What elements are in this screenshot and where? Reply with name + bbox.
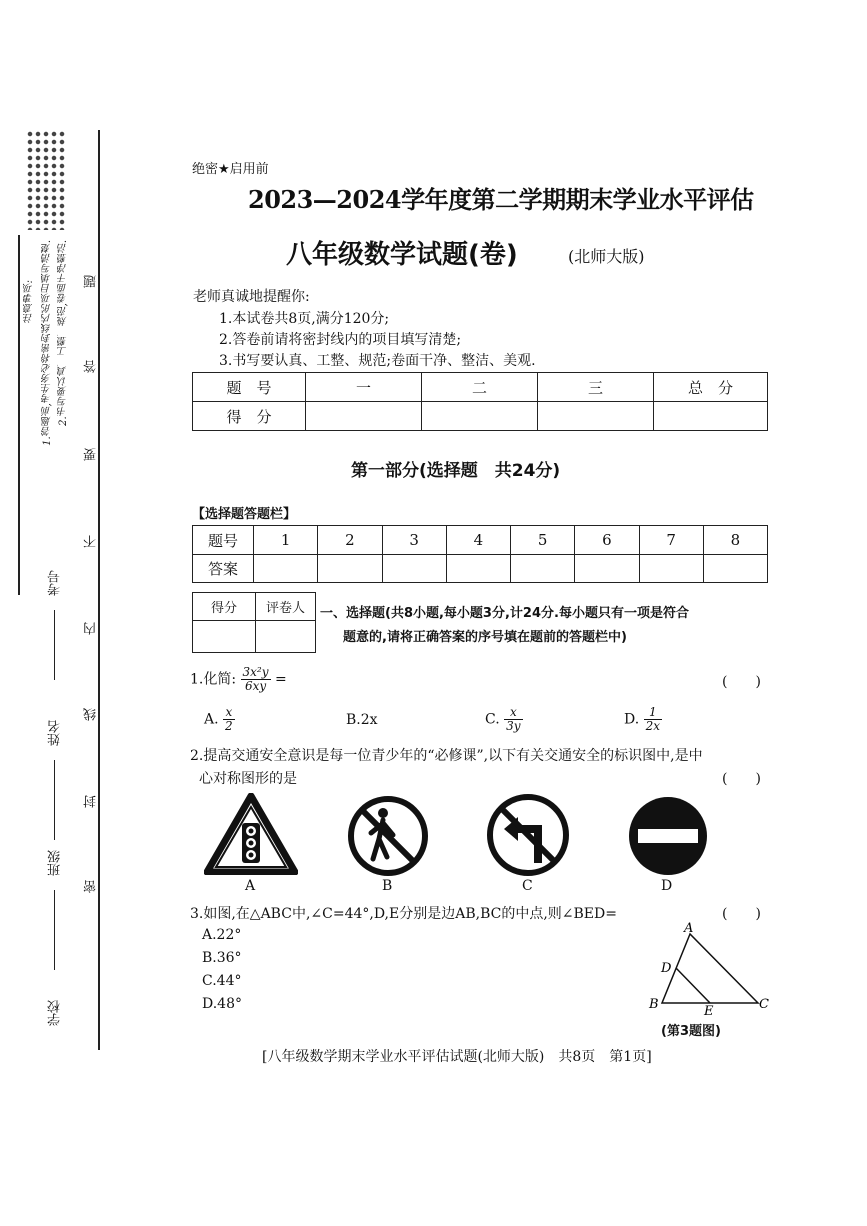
q1-equals: =	[274, 671, 287, 688]
grader-table	[192, 592, 316, 653]
answer-header-cell: 题号	[193, 526, 254, 555]
q2-answer-paren: ( )	[722, 771, 761, 787]
answer-header-cell: 3	[382, 526, 446, 555]
point-a-label: A	[684, 921, 694, 936]
binding-strip	[18, 130, 100, 1050]
answer-input-cell[interactable]	[511, 555, 575, 583]
q3-answer-paren: ( )	[722, 906, 761, 922]
answer-header-cell: 2	[318, 526, 382, 555]
seal-char: 内	[84, 622, 99, 635]
q1-frac-num: 3x²y	[242, 665, 269, 679]
secret-tag: 绝密★启用前	[192, 162, 269, 177]
score-input-cell[interactable]	[306, 402, 422, 431]
point-c-label: C	[759, 997, 769, 1012]
edition-label: (北师大版)	[568, 247, 645, 266]
field-school: 学校	[48, 1000, 63, 1026]
q1-c-den: 3y	[506, 719, 521, 733]
q1-a-den: 2	[225, 719, 233, 733]
point-e-label: E	[704, 1004, 714, 1015]
seal-char: 要	[84, 448, 99, 461]
q1-option-d-label: D.	[624, 711, 640, 728]
q2-label-a: A	[245, 878, 256, 894]
q1-option-a	[204, 706, 235, 733]
seal-char: 线	[84, 708, 99, 721]
grader-name-input[interactable]	[256, 621, 316, 653]
q1-option-d	[624, 706, 662, 733]
section-intro-line-1: 一、选择题(共8小题,每小题3分,计24分.每小题只有一项是符合	[320, 606, 689, 621]
answer-row-label: 答案	[193, 555, 254, 583]
seal-char: 答	[84, 360, 99, 373]
answer-header-cell: 8	[703, 526, 767, 555]
notice-line-2: 2.书写要认真、工整、规范,卷面干净整洁.	[58, 240, 69, 426]
score-input-cell[interactable]	[538, 402, 654, 431]
reminder-item-1: 1.本试卷共8页,满分120分;	[219, 311, 390, 327]
grader-score-input[interactable]	[193, 621, 256, 653]
answer-table	[192, 525, 768, 583]
traffic-light-warning-icon	[204, 793, 298, 875]
score-input-cell[interactable]	[422, 402, 538, 431]
q1-stem: 1.化简:	[190, 671, 237, 688]
point-d-label: D	[661, 961, 672, 976]
page-footer: [八年级数学期末学业水平评估试题(北师大版) 共8页 第1页]	[262, 1049, 652, 1065]
q1-d-num: 1	[644, 706, 662, 720]
answer-input-cell[interactable]	[703, 555, 767, 583]
q3-option-a: A.22°	[202, 927, 242, 943]
point-b-label: B	[649, 997, 659, 1012]
exam-subtitle: 八年级数学试题(卷)	[286, 240, 518, 270]
q1-d-den: 2x	[645, 719, 661, 733]
section-intro-line-2: 题意的,请将正确答案的序号填在题前的答题栏中)	[343, 630, 627, 645]
perforation-dots	[26, 130, 66, 230]
q1-option-a-label: A.	[204, 711, 219, 728]
answer-input-cell[interactable]	[382, 555, 446, 583]
q1-frac-den: 6xy	[244, 679, 267, 693]
field-name: 姓名	[48, 720, 63, 746]
q1-c-num: x	[504, 706, 522, 720]
answer-header-cell: 7	[639, 526, 703, 555]
q3-stem: 3.如图,在△ABC中,∠C=44°,D,E分别是边AB,BC的中点,则∠BED=	[190, 906, 617, 922]
answer-header-cell: 5	[511, 526, 575, 555]
q2-label-b: B	[382, 878, 393, 894]
notice-line-1: 1.答题前,考生务必将密封线内的项目填写清楚.	[42, 240, 53, 446]
figure-caption: (第3题图)	[661, 1024, 721, 1039]
score-table-cell: 二	[422, 373, 538, 402]
answer-header-cell: 6	[575, 526, 639, 555]
reminder-item-2: 2.答卷前请将密封线内的项目填写清楚;	[219, 332, 462, 348]
answer-input-cell[interactable]	[639, 555, 703, 583]
no-pedestrian-icon	[347, 795, 429, 877]
score-table	[192, 372, 768, 431]
q2-label-c: C	[522, 878, 533, 894]
q2-stem-line-2: 心对称图形的是	[199, 771, 297, 787]
exam-title: 2023—2024学年度第二学期期末学业水平评估	[248, 185, 754, 214]
q1-answer-paren: ( )	[722, 674, 761, 690]
answer-input-cell[interactable]	[575, 555, 639, 583]
reminder-heading: 老师真诚地提醒你:	[193, 289, 310, 305]
triangle-figure	[648, 920, 773, 1015]
seal-char: 密	[84, 880, 99, 893]
seal-char: 不	[84, 535, 99, 548]
answer-input-cell[interactable]	[446, 555, 510, 583]
score-table-cell: 题 号	[193, 373, 306, 402]
q3-option-b: B.36°	[202, 950, 242, 966]
q1-fraction	[241, 666, 271, 693]
q3-option-d: D.48°	[202, 996, 242, 1012]
field-class: 班级	[48, 850, 63, 876]
seal-char: 封	[84, 795, 99, 808]
score-table-cell: 三	[538, 373, 654, 402]
answer-input-cell[interactable]	[254, 555, 318, 583]
no-entry-icon	[626, 794, 710, 878]
question-1	[190, 666, 287, 693]
q1-a-num: x	[223, 706, 235, 720]
q3-option-c: C.44°	[202, 973, 242, 989]
part1-title: 第一部分(选择题 共24分)	[351, 461, 561, 481]
seal-char: 题	[84, 275, 99, 288]
notice-title: 注意事项:	[24, 280, 35, 324]
answer-header-cell: 1	[254, 526, 318, 555]
q1-option-c-label: C.	[485, 711, 500, 728]
q2-stem-line-1: 2.提高交通安全意识是每一位青少年的“必修课”,以下有关交通安全的标识图中,是中	[190, 748, 703, 764]
field-exam-number: 考号	[48, 570, 63, 596]
score-table-cell: 得 分	[193, 402, 306, 431]
q2-label-d: D	[661, 878, 673, 894]
grader-name-label: 评卷人	[256, 593, 316, 621]
answer-input-cell[interactable]	[318, 555, 382, 583]
score-table-cell: 总 分	[654, 373, 768, 402]
reminder-item-3: 3.书写要认真、工整、规范;卷面干净、整洁、美观.	[219, 353, 536, 369]
answer-bar-label: 【选择题答题栏】	[192, 507, 297, 522]
grader-score-label: 得分	[193, 593, 256, 621]
score-input-cell[interactable]	[654, 402, 768, 431]
q1-option-c	[485, 706, 523, 733]
score-table-cell: 一	[306, 373, 422, 402]
no-left-turn-icon	[486, 793, 570, 877]
answer-header-cell: 4	[446, 526, 510, 555]
q1-option-b: B.2x	[346, 712, 378, 728]
